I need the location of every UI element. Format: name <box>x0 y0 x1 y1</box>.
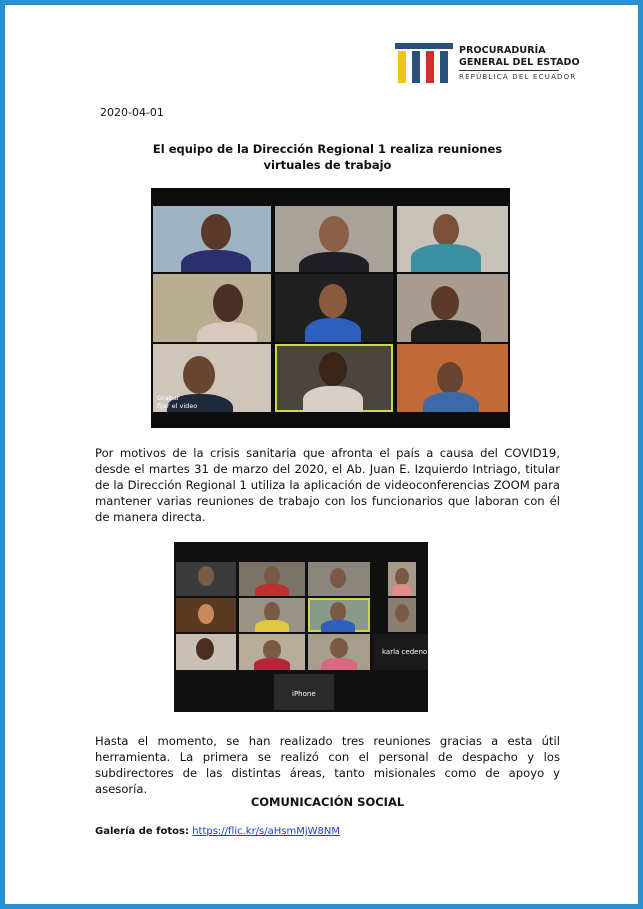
section-title: COMUNICACIÓN SOCIAL <box>250 795 405 809</box>
participant-name-label: karla cedeno <box>382 648 428 656</box>
gallery-link[interactable]: https://flic.kr/s/aHsmMjW8NM <box>192 826 340 837</box>
logo-line-3: REPÚBLICA DEL ECUADOR <box>459 73 577 81</box>
videoconference-photo-1 <box>151 188 510 428</box>
logo-emblem-icon <box>395 41 453 85</box>
device-name-label: iPhone <box>292 690 316 698</box>
gallery-label: Galería de fotos: <box>95 826 189 837</box>
videoconference-photo-2 <box>174 542 428 712</box>
video-overlay-label: Grabar fijar el video <box>157 394 198 410</box>
logo-line-2: GENERAL DEL ESTADO <box>459 57 580 68</box>
institution-logo <box>395 41 580 87</box>
publication-date: 2020-04-01 <box>100 106 164 119</box>
gallery-line <box>95 826 340 837</box>
article-title: El equipo de la Dirección Regional 1 realiza reuniones virtuales de trabajo <box>152 142 503 172</box>
body-paragraph-1: Por motivos de la crisis sanitaria que afronta el país a causa del COVID19, desde el martes 31 de marzo del 2020, el Ab. Juan E. Izquierdo Intriago, titular de la Dirección Regional 1 utiliza la aplicación de videoconferencias ZOOM para mantener varias reuniones de trabajo con los funcionarios que laboran con él de manera directa. <box>95 446 560 524</box>
logo-line-1: PROCURADURÍA <box>459 45 546 56</box>
body-paragraph-2: Hasta el momento, se han realizado tres reuniones gracias a esta útil herramienta. La primera se realizó con el personal de despacho y los subdirectores de las distintas áreas, tanto misionales como de apoyo y asesoría. <box>95 734 560 796</box>
